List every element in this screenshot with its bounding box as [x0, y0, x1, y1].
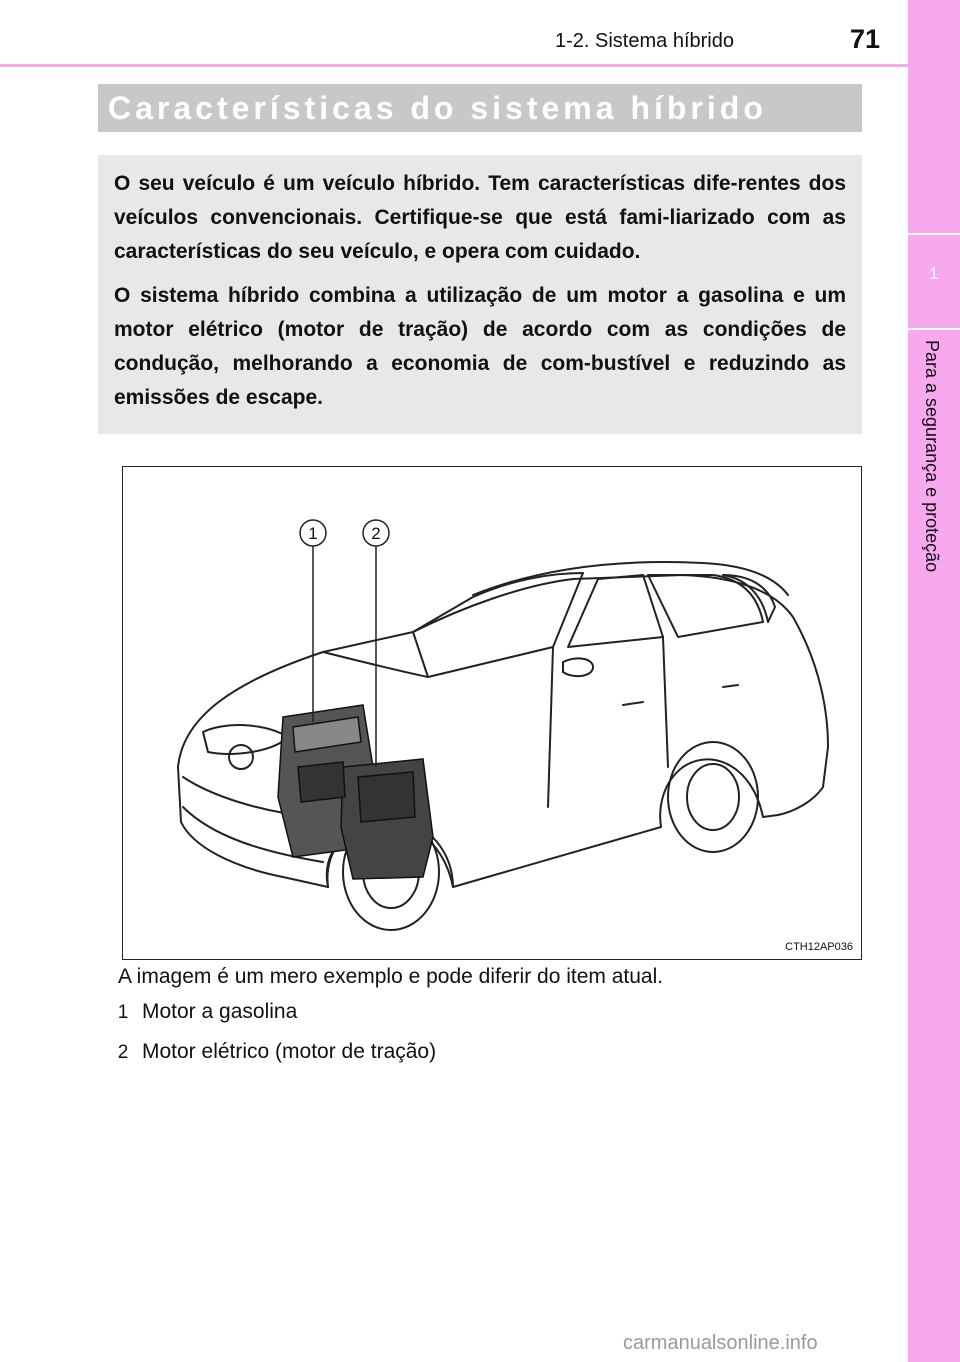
callout-label-1: 1	[308, 524, 318, 543]
intro-paragraph-2: O sistema híbrido combina a utilização de um motor a gasolina e um motor elétrico (motor de tração) de acordo com as condições de condução, melhorando a economia de com-bustível e reduzindo as emissões de escape.	[114, 284, 846, 409]
legend-text-2: Motor elétrico (motor de tração)	[142, 1040, 437, 1063]
car-fog-light	[229, 745, 253, 769]
legend-item	[112, 1040, 436, 1064]
car-headlight	[203, 725, 288, 754]
legend-item	[112, 1000, 297, 1024]
engine-block	[278, 705, 433, 879]
section-title-bar	[98, 84, 862, 132]
callout-label-2: 2	[371, 524, 381, 543]
figure-code: CTH12AP036	[785, 941, 853, 953]
page-number: 71	[850, 24, 881, 54]
figure-caption: A imagem é um mero exemplo e pode diferir do item atual.	[118, 965, 664, 988]
car-door-handle-front	[623, 702, 643, 705]
car-door-handle-rear	[723, 685, 738, 687]
car-rear-wheel-hub	[687, 764, 739, 830]
car-windshield	[413, 573, 583, 677]
section-title: Características do sistema híbrido	[108, 90, 767, 126]
intro-box	[98, 155, 862, 434]
hybrid-system-figure	[122, 466, 862, 960]
car-rear-wheel	[668, 742, 758, 852]
legend-number-1: 1	[117, 1002, 129, 1023]
car-door-line-rear	[663, 637, 668, 767]
legend-text-1: Motor a gasolina	[142, 1000, 298, 1023]
section-label: 1-2. Sistema híbrido	[555, 30, 734, 52]
side-tab-chapter-title-wrap	[920, 340, 946, 620]
car-front-window	[568, 575, 663, 647]
side-tab-chapter-title: Para a segurança e proteção	[922, 340, 942, 573]
car-door-line-front	[548, 647, 553, 807]
header-rule	[0, 64, 908, 67]
side-tab-chapter-number: 1	[929, 264, 939, 283]
car-illustration	[123, 467, 861, 959]
side-tab	[908, 0, 960, 1362]
legend-number-2: 2	[117, 1042, 129, 1063]
car-side-mirror	[563, 658, 593, 676]
intro-paragraph-1: O seu veículo é um veículo híbrido. Tem características dife-rentes dos veículos convencionais. Certifique-se que está fami-liarizado com as características do seu veículo, e opera com cuidado.	[114, 172, 846, 263]
watermark: carmanualsonline.info	[623, 1332, 818, 1354]
car-rear-quarter-window	[723, 575, 775, 622]
